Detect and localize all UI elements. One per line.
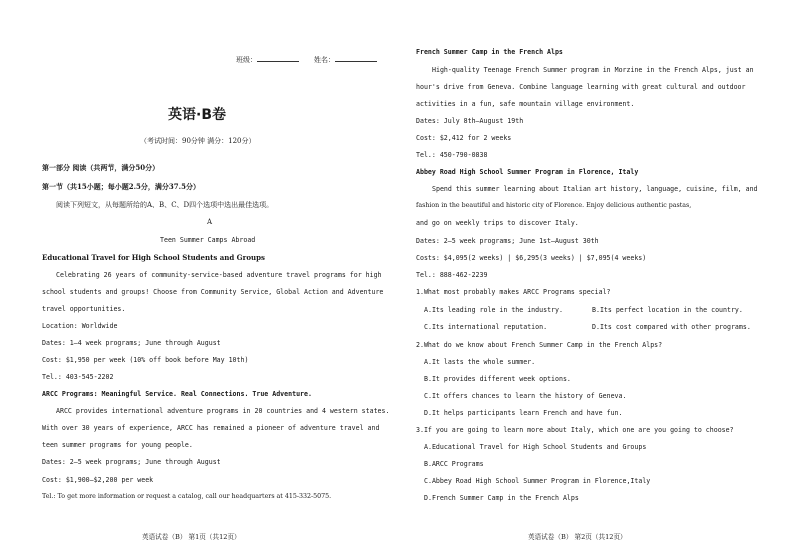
p4-line3: and go on weekly trips to discover Italy. [416, 219, 579, 227]
question-3: 3.If you are going to learn more about Italy, which one are you going to choose? [416, 426, 734, 434]
dates-line-3: Dates: July 8th—August 19th [416, 117, 524, 125]
heading-abbey-road: Abbey Road High School Summer Program in Florence, Italy [416, 168, 639, 176]
right-column [416, 0, 758, 558]
name-field [314, 55, 377, 65]
heading-educational-travel: Educational Travel for High School Students and Groups [42, 253, 265, 262]
cost-line-2: Cost: $1,900—$2,200 per week [42, 476, 154, 484]
q1-option-c[interactable]: C.Its international reputation. [424, 323, 548, 331]
passage-title: Teen Summer Camps Abroad [160, 236, 256, 244]
class-field [236, 55, 299, 65]
tel-line-2: Tel.: To get more information or request a catalog, call our headquarters at 415-332-5075. [42, 493, 332, 500]
cost-line-1: Cost: $1,950 per week (10% off book before May 10th) [42, 356, 249, 364]
class-blank[interactable] [257, 55, 299, 62]
dates-line-2: Dates: 2—5 week programs; June through August [42, 458, 221, 466]
class-label: 班级： [236, 56, 257, 64]
q2-option-c[interactable]: C.It offers chances to learn the history of Geneva. [424, 392, 627, 400]
heading-french-camp: French Summer Camp in the French Alps [416, 48, 563, 56]
name-blank[interactable] [335, 55, 377, 62]
q3-option-b[interactable]: B.ARCC Programs [424, 460, 484, 468]
q3-option-c[interactable]: C.Abbey Road High School Summer Program in Florence,Italy [424, 477, 651, 485]
p4-line2: fashion in the beautiful and historic city of Florence. Enjoy delicious authentic pastas, [416, 202, 692, 209]
p2-line1: ARCC provides international adventure programs in 20 countries and 4 western states. [56, 407, 390, 415]
p3-line3: activities in a fun, safe mountain village environment. [416, 100, 635, 108]
q3-option-d[interactable]: D.French Summer Camp in the French Alps [424, 494, 579, 502]
q2-option-d[interactable]: D.It helps participants learn French and have fun. [424, 409, 623, 417]
dates-line-1: Dates: 1—4 week programs; June through August [42, 339, 221, 347]
tel-line-1: Tel.: 403-545-2202 [42, 373, 114, 381]
q1-option-b[interactable]: B.Its perfect location in the country. [592, 306, 743, 314]
tel-line-4: Tel.: 888-462-2239 [416, 271, 488, 279]
q1-option-d[interactable]: D.Its cost compared with other programs. [592, 323, 751, 331]
p1-line3: travel opportunities. [42, 305, 126, 313]
instruction: 阅读下列短文，从每题所给的A、B、C、D四个选项中选出最佳选项。 [56, 201, 274, 209]
q2-option-b[interactable]: B.It provides different week options. [424, 375, 571, 383]
location-line: Location: Worldwide [42, 322, 118, 330]
exam-title: 英语·B卷 [168, 107, 226, 123]
name-label: 姓名： [314, 56, 335, 64]
p3-line2: hour's drive from Geneva. Combine language learning with great cultural and outdoor [416, 83, 746, 91]
q1-option-a[interactable]: A.Its leading role in the industry. [424, 306, 563, 314]
p1-line1: Celebrating 26 years of community-service-based adventure travel programs for high [56, 271, 382, 279]
dates-line-4: Dates: 2—5 week programs; June 1st—August 30th [416, 237, 599, 245]
passage-label: A [207, 218, 213, 226]
part1-heading: 第一部分 阅读（共两节，满分50分） [42, 163, 160, 172]
p1-line2: school students and groups! Choose from Community Service, Global Action and Adventure [42, 288, 384, 296]
tel-line-3: Tel.: 450-790-0838 [416, 151, 488, 159]
heading-arcc: ARCC Programs: Meaningful Service. Real Connections. True Adventure. [42, 390, 312, 398]
q2-option-a[interactable]: A.It lasts the whole summer. [424, 358, 536, 366]
question-2: 2.What do we know about French Summer Camp in the French Alps? [416, 341, 663, 349]
left-column [42, 0, 390, 558]
p4-line1: Spend this summer learning about Italian art history, language, cuisine, film, and [432, 185, 758, 193]
p3-line1: High-quality Teenage French Summer program in Morzine in the French Alps, just an [432, 66, 754, 74]
p2-line2: With over 30 years of experience, ARCC has remained a pioneer of adventure travel and [42, 424, 380, 432]
question-1: 1.What most probably makes ARCC Programs special? [416, 288, 611, 296]
right-footer: 英语试卷（B） 第2页（共12页） [528, 533, 627, 541]
exam-info: （考试时间：90分钟 满分：120分） [140, 137, 256, 145]
section1-heading: 第一节（共15小题；每小题2.5分，满分37.5分） [42, 182, 200, 191]
left-footer: 英语试卷（B） 第1页（共12页） [142, 533, 241, 541]
q3-option-a[interactable]: A.Educational Travel for High School Students and Groups [424, 443, 647, 451]
p2-line3: teen summer programs for young people. [42, 441, 193, 449]
cost-line-4: Costs: $4,095(2 weeks) | $6,295(3 weeks) | $7,095(4 weeks) [416, 254, 647, 262]
cost-line-3: Cost: $2,412 for 2 weeks [416, 134, 512, 142]
